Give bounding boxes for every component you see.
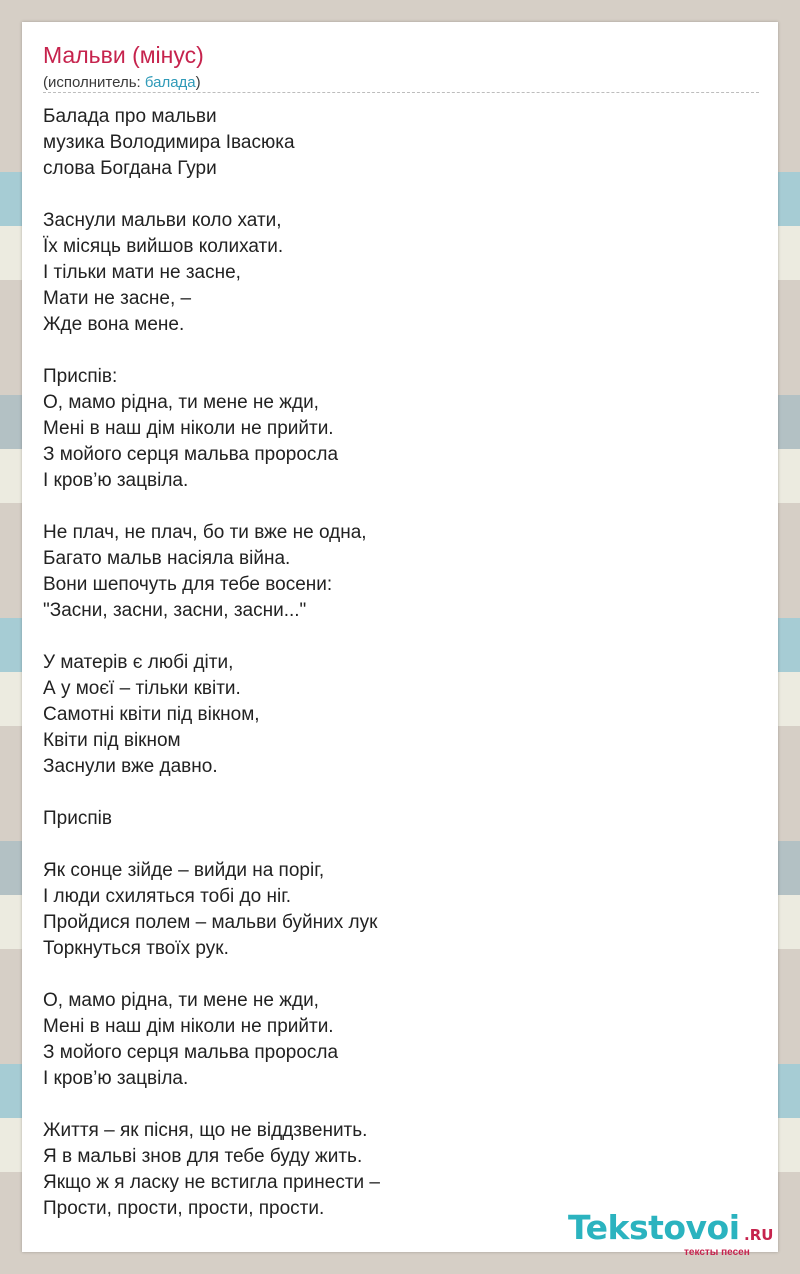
- lyric-line: У матерів є любі діти,: [43, 652, 234, 673]
- artist-line: [43, 74, 201, 91]
- lyric-line: Заснули мальви коло хати,: [43, 210, 282, 231]
- lyric-line: [43, 962, 743, 988]
- lyric-line: Балада про мальви: [43, 106, 217, 127]
- logo-tagline: тексты песен: [684, 1247, 750, 1258]
- lyric-line: Життя – як пісня, що не віддзвенить.: [43, 1120, 368, 1141]
- lyric-line: Якщо ж я ласку не встигла принести –: [43, 1172, 380, 1193]
- lyric-line: Заснули вже давно.: [43, 756, 218, 777]
- lyric-line: І люди схиляться тобі до ніг.: [43, 886, 292, 907]
- lyric-line: [43, 1092, 743, 1118]
- lyrics-text: [43, 104, 743, 1222]
- site-logo[interactable]: [568, 1208, 778, 1258]
- logo-domain: .RU: [744, 1226, 774, 1244]
- artist-suffix: ): [195, 74, 201, 91]
- lyric-line: Як сонце зійде – вийди на поріг,: [43, 860, 325, 881]
- lyric-line: [43, 624, 743, 650]
- lyric-line: Приспів:: [43, 366, 118, 387]
- song-title: Мальви (мінус): [43, 42, 204, 68]
- lyric-line: З мойого серця мальва проросла: [43, 444, 339, 465]
- logo-wordmark: Tekstovoi: [568, 1208, 740, 1247]
- lyric-line: Я в мальві знов для тебе буду жить.: [43, 1146, 363, 1167]
- title-divider: [43, 92, 759, 93]
- lyric-line: [43, 338, 743, 364]
- lyric-line: Жде вона мене.: [43, 314, 185, 335]
- lyric-line: О, мамо рідна, ти мене не жди,: [43, 392, 319, 413]
- lyric-line: Квіти під вікном: [43, 730, 181, 751]
- lyric-line: Мати не засне, –: [43, 288, 192, 309]
- lyric-line: Торкнуться твоїх рук.: [43, 938, 229, 959]
- lyric-line: [43, 832, 743, 858]
- lyric-line: І тільки мати не засне,: [43, 262, 241, 283]
- lyric-line: [43, 494, 743, 520]
- lyric-line: Багато мальв насіяла війна.: [43, 548, 291, 569]
- lyric-line: А у моєї – тільки квіти.: [43, 678, 241, 699]
- lyric-line: Мені в наш дім ніколи не прийти.: [43, 418, 334, 439]
- lyric-line: музика Володимира Івасюка: [43, 132, 295, 153]
- lyric-line: О, мамо рідна, ти мене не жди,: [43, 990, 319, 1011]
- lyric-line: Вони шепочуть для тебе восени:: [43, 574, 333, 595]
- lyric-line: І кров’ю зацвіла.: [43, 1068, 189, 1089]
- lyric-line: І кров’ю зацвіла.: [43, 470, 189, 491]
- lyric-line: Їх місяць вийшов колихати.: [43, 236, 284, 257]
- lyric-line: Не плач, не плач, бо ти вже не одна,: [43, 522, 367, 543]
- lyric-line: [43, 780, 743, 806]
- lyric-line: Пройдися полем – мальви буйних лук: [43, 912, 378, 933]
- lyric-line: Прости, прости, прости, прости.: [43, 1198, 325, 1219]
- lyric-line: [43, 182, 743, 208]
- lyric-line: Приспів: [43, 808, 112, 829]
- artist-prefix: (исполнитель:: [43, 74, 145, 91]
- lyric-line: Мені в наш дім ніколи не прийти.: [43, 1016, 334, 1037]
- artist-link[interactable]: балада: [144, 74, 196, 91]
- lyric-line: "Засни, засни, засни, засни...": [43, 600, 307, 621]
- lyric-line: слова Богдана Гури: [43, 158, 217, 179]
- lyric-line: З мойого серця мальва проросла: [43, 1042, 339, 1063]
- lyrics-card: [22, 22, 778, 1258]
- lyric-line: Самотні квіти під вікном,: [43, 704, 260, 725]
